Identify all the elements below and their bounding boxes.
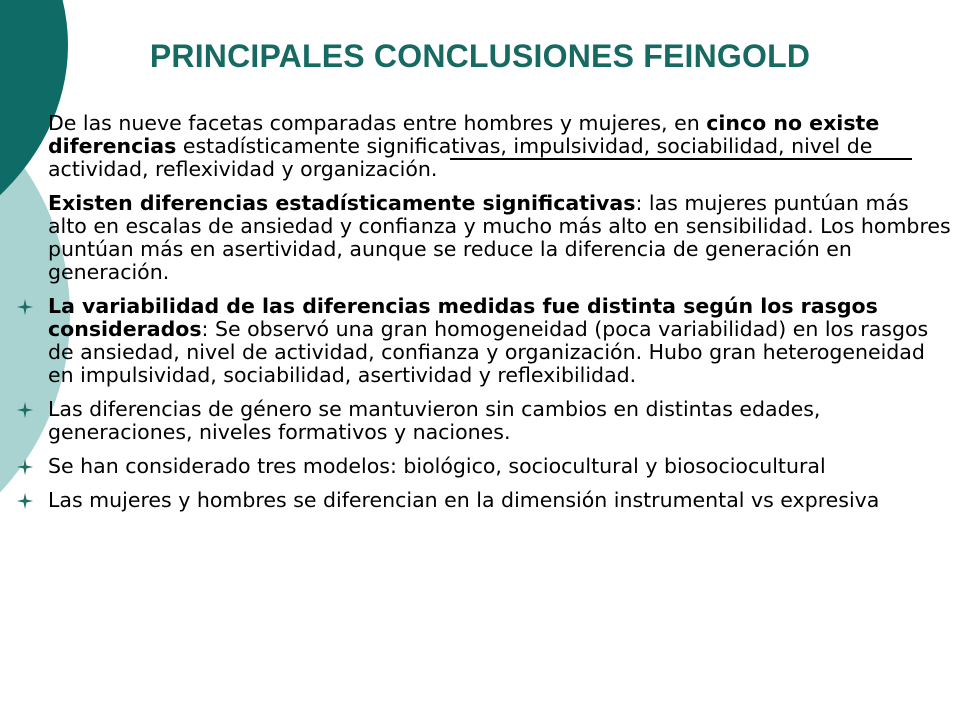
bullet-item-4 (14, 398, 954, 444)
bold-text-run: Existen diferencias estadísticamente significativas (48, 191, 636, 215)
text-run: Se han considerado tres modelos: biológico, sociocultural y biosociocultural (48, 454, 826, 478)
text-run: Las diferencias de género se mantuvieron sin cambios en distintas edades, generaciones, niveles formativos y naciones. (48, 397, 821, 444)
bold-text-run: cinco no existe diferencias (48, 111, 880, 158)
text-run: : Se observó una gran homogeneidad (poca variabilidad) en los rasgos de ansiedad, nivel de actividad, confianza y organización. Hubo gran heterogeneidad en impulsividad, sociabilidad, asertividad y reflexibilidad. (48, 317, 929, 387)
slide-body (14, 112, 954, 523)
sparkle-bullet-icon (14, 456, 36, 478)
text-run: De las nueve facetas comparadas entre hombres y mujeres, en (48, 111, 707, 135)
text-run: estadísticamente significativas, impulsividad, sociabilidad, nivel de actividad, reflexividad y organización. (48, 134, 873, 181)
bullet-item-3 (14, 295, 954, 387)
bullet-item-6 (14, 489, 954, 512)
underline-rule (450, 158, 912, 160)
paragraph-2 (14, 192, 954, 284)
sparkle-bullet-icon (14, 490, 36, 512)
text-run: Las mujeres y hombres se diferencian en la dimensión instrumental vs expresiva (48, 488, 880, 512)
paragraph-1 (14, 112, 954, 181)
sparkle-bullet-icon (14, 399, 36, 421)
sparkle-bullet-icon (14, 296, 36, 318)
slide-title: PRINCIPALES CONCLUSIONES FEINGOLD (149, 38, 811, 74)
text-run: : las mujeres puntúan más alto en escalas de ansiedad y confianza y mucho más alto en sensibilidad. Los hombres puntúan más en asertividad, aunque se reduce la diferencia de generación en generación. (48, 191, 951, 284)
bullet-item-5 (14, 455, 954, 478)
bold-text-run: La variabilidad de las diferencias medidas fue distinta según los rasgos considerados (48, 294, 878, 341)
